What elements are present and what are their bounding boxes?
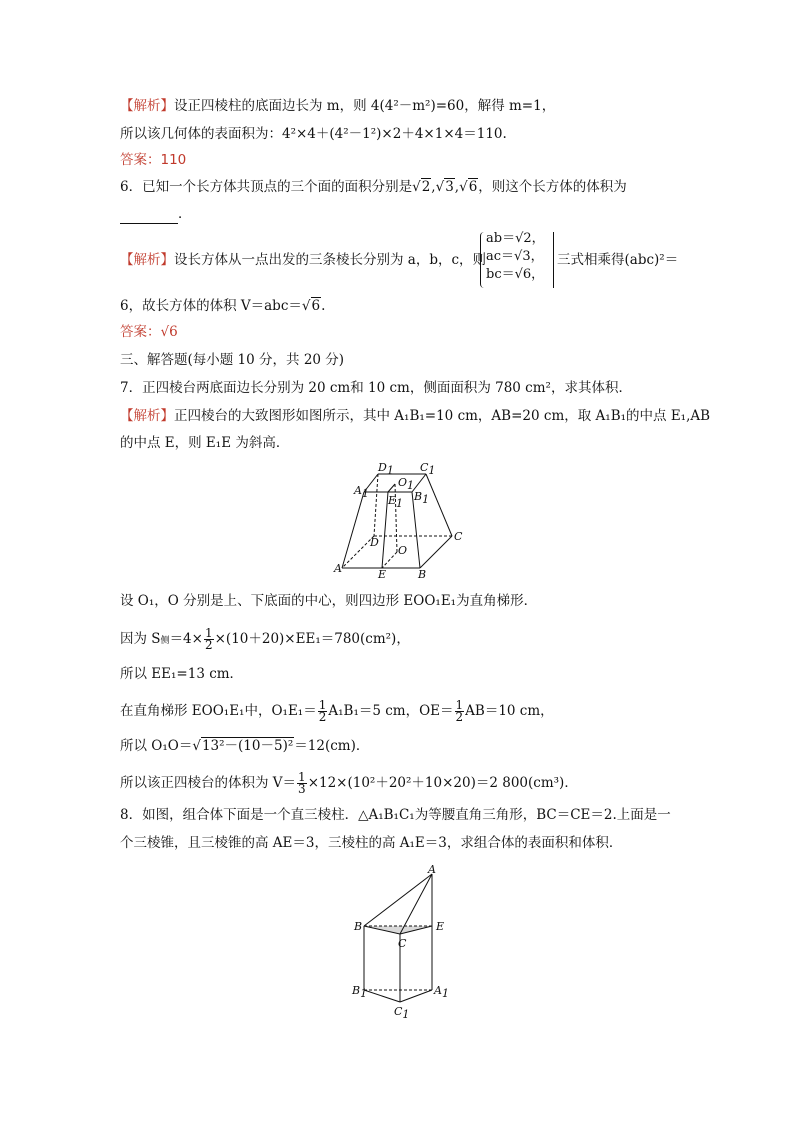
step4-text-a: 在直角梯形 EOO₁E₁中，O₁E₁＝ bbox=[120, 703, 317, 719]
fraction-half: $\frac{1}{2}$ bbox=[204, 626, 213, 652]
q8-stem-line1: 8．如图，组合体下面是一个直三棱柱．△A₁B₁C₁为等腰直角三角形，BC＝CE＝2.上面是一 bbox=[120, 807, 671, 823]
label-C1: C1 bbox=[394, 1005, 410, 1021]
label-B1: B1 bbox=[352, 984, 368, 1000]
label-O1: O1 bbox=[398, 476, 415, 492]
equation-system bbox=[486, 230, 545, 284]
fraction-half: $\frac{1}{2}$ bbox=[318, 698, 327, 724]
q7-step5: 所以 O₁O＝√13²－(10－5)²＝12(cm)． bbox=[120, 738, 370, 754]
q7-step4 bbox=[120, 700, 554, 723]
label-C: C bbox=[398, 937, 407, 950]
system-right-bar bbox=[549, 232, 554, 288]
step5-text-b: ＝12(cm)． bbox=[294, 738, 370, 754]
q7-step2 bbox=[120, 628, 410, 651]
label-B: B bbox=[418, 568, 427, 581]
q6-stem-text: 6．已知一个长方体共顶点的三个面的面积分别是 bbox=[120, 179, 413, 195]
step2-text-a: 因为 S bbox=[120, 631, 161, 647]
q6-analysis-end: . bbox=[321, 298, 326, 314]
label-E: E bbox=[378, 568, 387, 581]
answer-blank bbox=[120, 209, 178, 224]
label-C1: C1 bbox=[420, 461, 436, 477]
step2-text-b: ＝4× bbox=[169, 631, 203, 647]
label-A1: A1 bbox=[354, 484, 369, 500]
step2-text-c: ×(10＋20)×EE₁＝780(cm²)， bbox=[214, 631, 410, 647]
q6-root6: 6 bbox=[468, 179, 478, 195]
label-A: A bbox=[428, 863, 436, 876]
frustum-figure bbox=[330, 460, 470, 582]
q7-analysis-text: 正四棱台的大致图形如图所示，其中 A₁B₁=10 cm，AB=20 cm，取 A₁B₁的中点 E₁,AB bbox=[174, 408, 711, 424]
step6-text-b: ×12×(10²＋20²＋10×20)＝2 800(cm³)． bbox=[307, 775, 578, 791]
q6-stem-end: ． bbox=[178, 206, 192, 222]
q7-step1: 设 O₁，O 分别是上、下底面的中心，则四边形 EOO₁E₁为直角梯形． bbox=[120, 593, 538, 609]
q6-analysis-line2: 6，故长方体的体积 V＝abc＝√6. bbox=[120, 298, 326, 314]
step5-text-a: 所以 O₁O＝ bbox=[120, 738, 193, 754]
label-A: A bbox=[334, 562, 342, 575]
label-D1: D1 bbox=[378, 461, 394, 477]
q6-analysis-text: 设长方体从一点出发的三条棱长分别为 a，b，c，则 bbox=[174, 252, 487, 268]
q6-stem-line2 bbox=[120, 204, 192, 224]
label-E1: E1 bbox=[388, 494, 404, 510]
q6-root2: 2 bbox=[421, 179, 431, 195]
prism-pyramid-figure bbox=[348, 862, 448, 1022]
label-B1: B1 bbox=[414, 490, 430, 506]
label-A1: A1 bbox=[434, 984, 449, 1000]
analysis-tag: 【解析】 bbox=[120, 98, 174, 114]
q6-analysis-text-c: 6，故长方体的体积 V＝abc＝ bbox=[120, 298, 302, 314]
q6-answer bbox=[120, 322, 178, 342]
system-eq2: ac＝√3， bbox=[486, 249, 544, 264]
step5-radicand: 13²－(10－5)² bbox=[201, 738, 294, 754]
q6-answer-value: √6 bbox=[160, 324, 178, 340]
label-O: O bbox=[398, 544, 408, 557]
q7-step3: 所以 EE₁=13 cm． bbox=[120, 666, 244, 682]
q7-analysis-line1 bbox=[120, 406, 710, 426]
q6-stem-line1: 6．已知一个长方体共顶点的三个面的面积分别是√2,√3,√6，则这个长方体的体积为 bbox=[120, 179, 627, 195]
p5-analysis-line1 bbox=[120, 96, 555, 116]
analysis-tag: 【解析】 bbox=[120, 252, 174, 268]
q6-analysis-line1 bbox=[120, 250, 486, 270]
q7-analysis-line2: 的中点 E，则 E₁E 为斜高． bbox=[120, 435, 290, 451]
q8-stem-line2: 个三棱锥，且三棱锥的高 AE＝3，三棱柱的高 A₁E＝3，求组合体的表面积和体积． bbox=[120, 835, 623, 851]
fraction-third: $\frac{1}{3}$ bbox=[298, 770, 306, 796]
p5-answer-value: 110 bbox=[160, 152, 187, 168]
q6-root3: 3 bbox=[445, 179, 454, 195]
p5-analysis-line2: 所以该几何体的表面积为：4²×4＋(4²－1²)×2＋4×1×4＝110. bbox=[120, 126, 507, 142]
label-D: D bbox=[370, 536, 379, 549]
q6-stem-text-b: ，则这个长方体的体积为 bbox=[478, 179, 627, 195]
label-E: E bbox=[436, 920, 445, 933]
answer-tag: 答案： bbox=[120, 324, 161, 340]
lateral-subscript: 侧 bbox=[160, 636, 170, 646]
q6-analysis-line1-b: 三式相乘得(abc)²＝ bbox=[557, 252, 679, 268]
label-B: B bbox=[354, 920, 363, 933]
p5-analysis-text: 设正四棱柱的底面边长为 m，则 4(4²－m²)=60，解得 m=1， bbox=[174, 98, 556, 114]
label-C: C bbox=[454, 530, 463, 543]
q6-volume-root: 6 bbox=[311, 298, 321, 314]
step4-text-c: AB＝10 cm， bbox=[465, 703, 554, 719]
fraction-half: $\frac{1}{2}$ bbox=[455, 698, 464, 724]
system-eq1: ab＝√2， bbox=[486, 231, 545, 246]
step6-text-a: 所以该正四棱台的体积为 V＝ bbox=[120, 775, 297, 791]
analysis-tag: 【解析】 bbox=[120, 408, 174, 424]
section-heading: 三、解答题(每小题 10 分，共 20 分) bbox=[120, 352, 345, 368]
step4-text-b: A₁B₁＝5 cm，OE＝ bbox=[328, 703, 454, 719]
q7-stem: 7．正四棱台两底面边长分别为 20 cm和 10 cm，侧面面积为 780 cm²，求其体积． bbox=[120, 380, 632, 396]
system-eq3: bc＝√6， bbox=[486, 267, 545, 282]
q7-step6 bbox=[120, 772, 578, 795]
answer-tag: 答案： bbox=[120, 152, 161, 168]
p5-answer bbox=[120, 150, 186, 170]
